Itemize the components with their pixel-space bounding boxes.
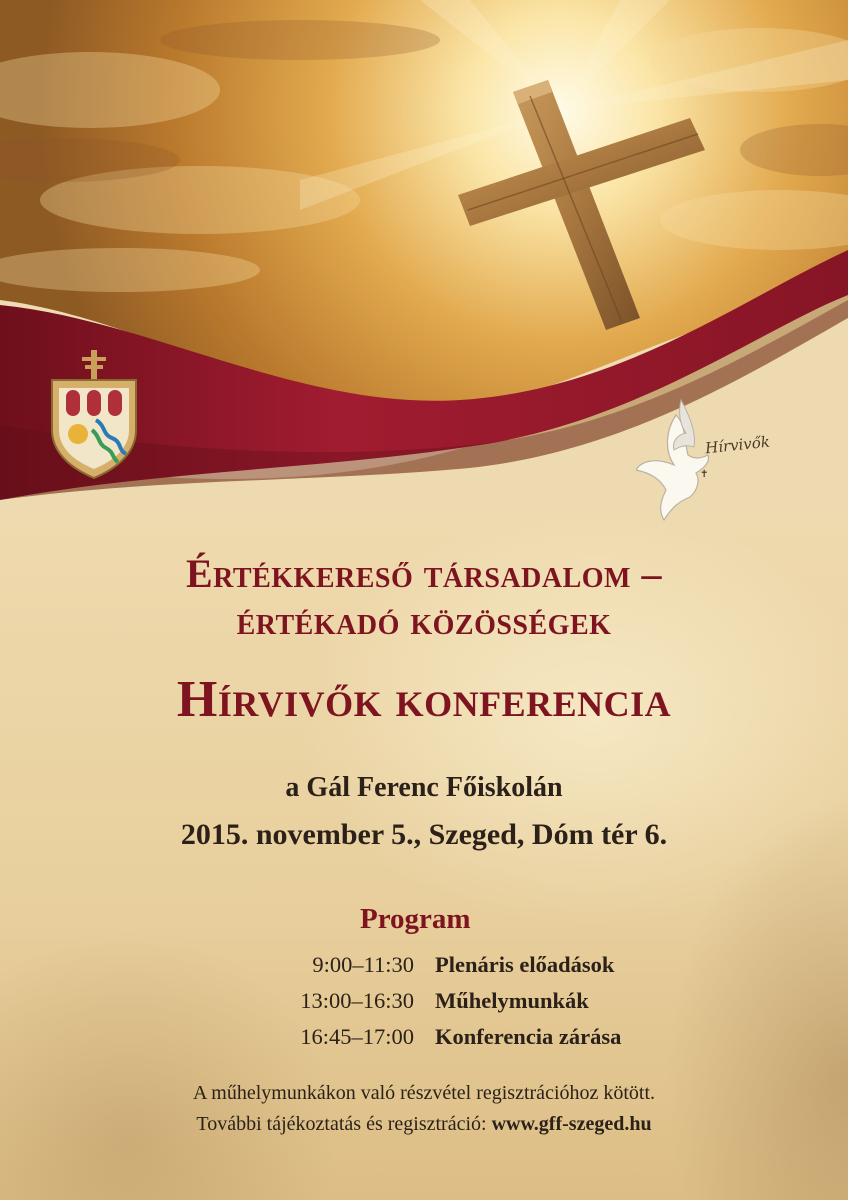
program-time: 16:45–17:00 — [300, 1024, 414, 1049]
svg-text:✝: ✝ — [700, 469, 709, 480]
program-event: Műhelymunkák — [435, 988, 589, 1013]
venue-text: a Gál Ferenc Főiskolán — [285, 772, 563, 803]
website-link[interactable]: www.gff-szeged.hu — [491, 1113, 652, 1135]
dove-logo-text: Hírvivők — [704, 432, 771, 458]
title-line-2: értékadó közösségek — [236, 598, 612, 643]
dove-icon — [636, 395, 716, 525]
date-location-text: 2015. november 5., Szeged, Dóm tér 6. — [180, 818, 668, 851]
program-event: Plenáris előadások — [435, 952, 615, 977]
program-heading: Program — [360, 903, 471, 935]
info-note-prefix: További tájékoztatás és regisztráció: — [196, 1113, 492, 1135]
title-line-1: Értékkereső társadalom – — [186, 551, 662, 596]
registration-note: A műhelymunkákon való részvétel regisztrációhoz kötött. — [192, 1082, 656, 1104]
info-note — [0, 1113, 848, 1136]
college-crest-icon — [48, 350, 140, 480]
conference-title: Hírvivők konferencia — [176, 671, 672, 728]
program-time: 9:00–11:30 — [312, 952, 414, 977]
program-time: 13:00–16:30 — [300, 988, 414, 1013]
program-event: Konferencia zárása — [435, 1024, 622, 1049]
